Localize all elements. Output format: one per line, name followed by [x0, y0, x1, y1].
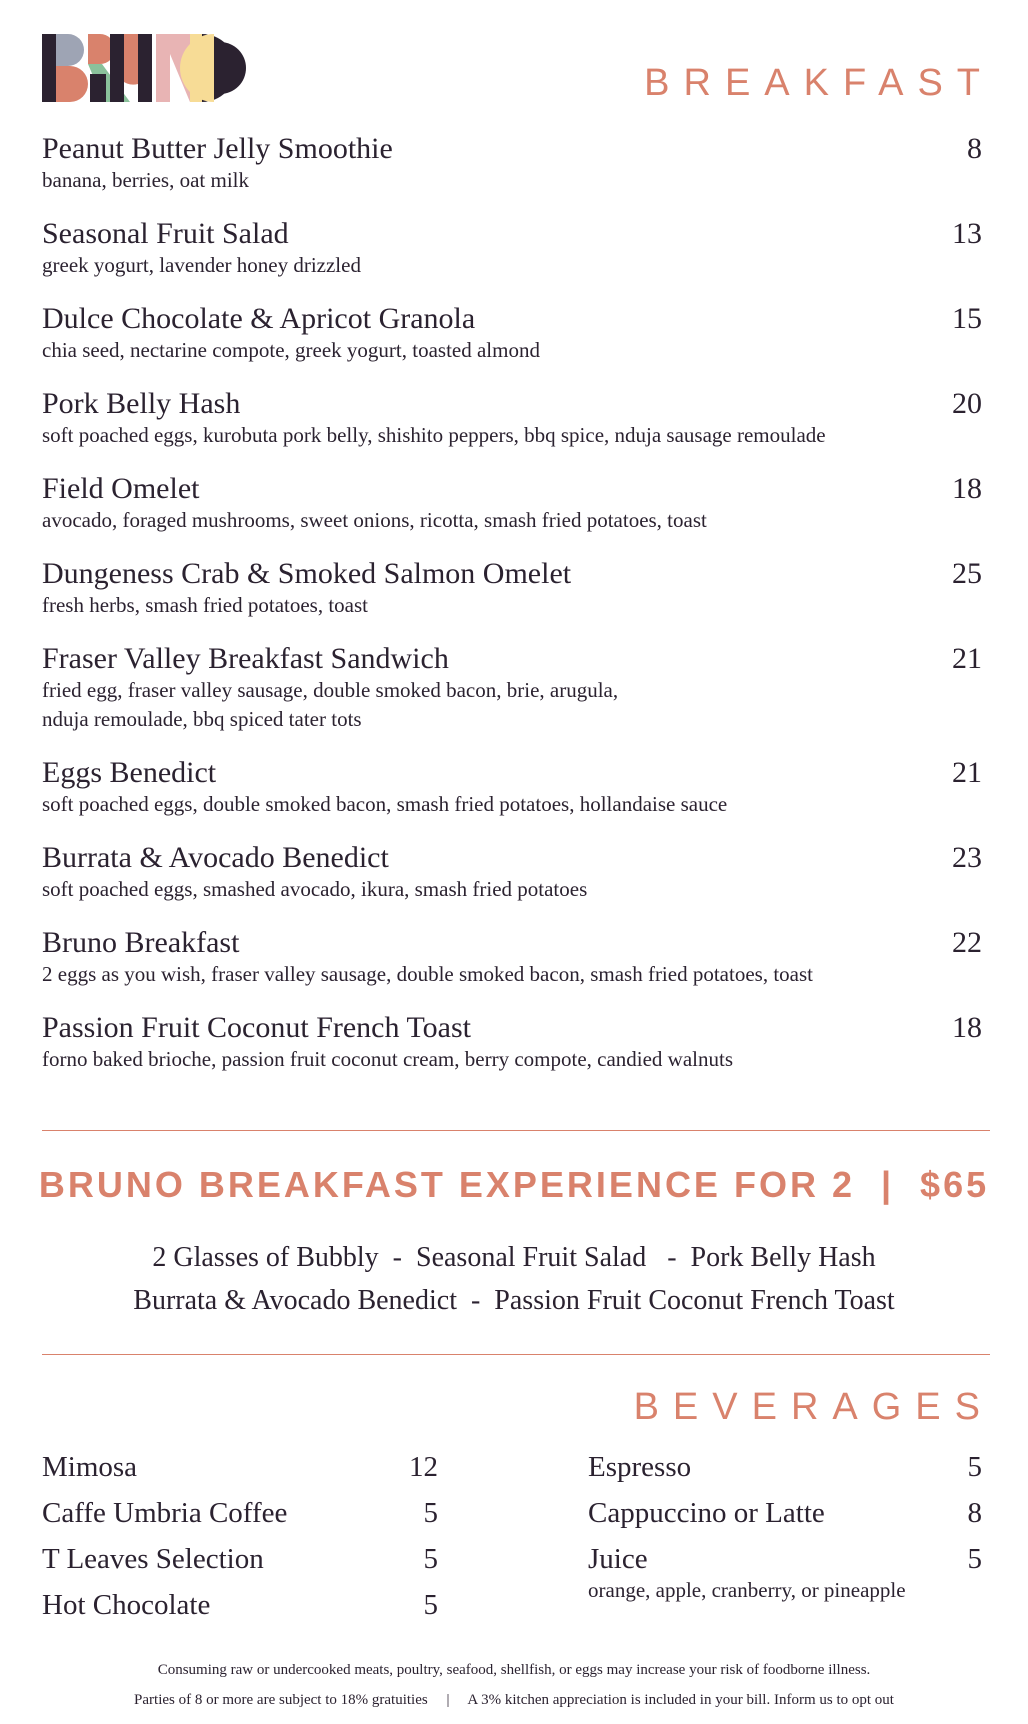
breakfast-menu — [42, 132, 982, 1096]
menu-item — [42, 756, 982, 819]
item-price: 25 — [952, 557, 982, 590]
beverage-price: 5 — [423, 1589, 438, 1621]
footer-gratuity-note: Parties of 8 or more are subject to 18% gratuities | A 3% kitchen appreciation is included in your bill. Inform us to opt out — [134, 1692, 894, 1708]
beverages-left-column — [42, 1444, 438, 1628]
menu-item — [42, 841, 982, 904]
item-price: 20 — [952, 387, 982, 420]
beverage-item — [588, 1444, 982, 1490]
item-name: Pork Belly Hash — [42, 387, 241, 420]
beverage-name: Hot Chocolate — [42, 1589, 211, 1621]
beverage-price: 5 — [967, 1543, 982, 1575]
menu-item — [42, 642, 982, 734]
beverage-name: Mimosa — [42, 1451, 138, 1483]
item-description: 2 eggs as you wish, fraser valley sausage, double smoked bacon, smash fried potatoes, toast — [42, 962, 813, 986]
item-price: 13 — [952, 217, 982, 250]
item-price: 23 — [952, 841, 982, 874]
beverage-price: 8 — [967, 1497, 982, 1529]
item-price: 21 — [952, 642, 982, 675]
beverage-item — [42, 1582, 438, 1628]
item-description: soft poached eggs, double smoked bacon, smash fried potatoes, hollandaise sauce — [42, 792, 728, 816]
beverage-name: Juice — [588, 1543, 648, 1575]
item-name: Peanut Butter Jelly Smoothie — [42, 132, 393, 165]
menu-item — [42, 302, 982, 365]
beverages-right-column — [588, 1444, 982, 1602]
menu-item — [42, 1011, 982, 1074]
beverage-item — [42, 1490, 438, 1536]
menu-item — [42, 557, 982, 620]
menu-item — [42, 472, 982, 535]
item-name: Fraser Valley Breakfast Sandwich — [42, 642, 449, 675]
item-name: Eggs Benedict — [42, 756, 217, 789]
divider — [42, 1354, 990, 1355]
beverage-price: 5 — [423, 1543, 438, 1575]
bruno-logo — [42, 34, 258, 102]
beverage-item — [42, 1444, 438, 1490]
item-price: 15 — [952, 302, 982, 335]
item-description: avocado, foraged mushrooms, sweet onions, ricotta, smash fried potatoes, toast — [42, 508, 707, 532]
beverage-price: 12 — [409, 1451, 438, 1483]
item-description: soft poached eggs, smashed avocado, ikura, smash fried potatoes — [42, 877, 588, 901]
item-name: Passion Fruit Coconut French Toast — [42, 1011, 472, 1044]
beverages-title: BEVERAGES — [633, 1386, 994, 1428]
item-description: fresh herbs, smash fried potatoes, toast — [42, 593, 369, 617]
item-description: forno baked brioche, passion fruit coconut cream, berry compote, candied walnuts — [42, 1047, 734, 1071]
item-description: greek yogurt, lavender honey drizzled — [42, 253, 361, 277]
menu-item — [42, 926, 982, 989]
menu-item — [42, 217, 982, 280]
menu-item — [42, 132, 982, 195]
divider — [42, 1130, 990, 1131]
item-price: 8 — [967, 132, 982, 165]
beverage-item — [42, 1536, 438, 1582]
item-description: banana, berries, oat milk — [42, 168, 250, 192]
footer-disclaimer: Consuming raw or undercooked meats, poultry, seafood, shellfish, or eggs may increase your risk of foodborne illness. — [157, 1662, 871, 1678]
beverage-item — [588, 1490, 982, 1536]
item-description: soft poached eggs, kurobuta pork belly, shishito peppers, bbq spice, nduja sausage remoulade — [42, 423, 826, 447]
beverage-name: Caffe Umbria Coffee — [42, 1497, 288, 1529]
beverage-price: 5 — [423, 1497, 438, 1529]
beverage-name: Cappuccino or Latte — [588, 1497, 825, 1529]
item-price: 22 — [952, 926, 982, 959]
item-name: Dungeness Crab & Smoked Salmon Omelet — [42, 557, 572, 590]
item-description: fried egg, fraser valley sausage, double smoked bacon, brie, arugula, nduja remoulade, bbq spiced tater tots — [42, 678, 619, 731]
item-name: Seasonal Fruit Salad — [42, 217, 289, 250]
item-description: chia seed, nectarine compote, greek yogurt, toasted almond — [42, 338, 540, 362]
beverage-price: 5 — [967, 1451, 982, 1483]
item-name: Burrata & Avocado Benedict — [42, 841, 389, 874]
breakfast-title: BREAKFAST — [644, 62, 994, 104]
item-name: Bruno Breakfast — [42, 926, 240, 959]
item-name: Dulce Chocolate & Apricot Granola — [42, 302, 476, 335]
beverage-name: Espresso — [588, 1451, 692, 1483]
menu-item — [42, 387, 982, 450]
item-price: 18 — [952, 472, 982, 505]
experience-title: BRUNO BREAKFAST EXPERIENCE FOR 2 | $65 — [38, 1164, 990, 1205]
item-price: 21 — [952, 756, 982, 789]
experience-line: Burrata & Avocado Benedict - Passion Fruit Coconut French Toast — [133, 1285, 895, 1316]
item-name: Field Omelet — [42, 472, 200, 505]
beverage-description: orange, apple, cranberry, or pineapple — [588, 1578, 906, 1602]
beverage-name: T Leaves Selection — [42, 1543, 264, 1575]
item-price: 18 — [952, 1011, 982, 1044]
beverage-item — [588, 1536, 982, 1582]
experience-line: 2 Glasses of Bubbly - Seasonal Fruit Salad - Pork Belly Hash — [152, 1242, 876, 1273]
